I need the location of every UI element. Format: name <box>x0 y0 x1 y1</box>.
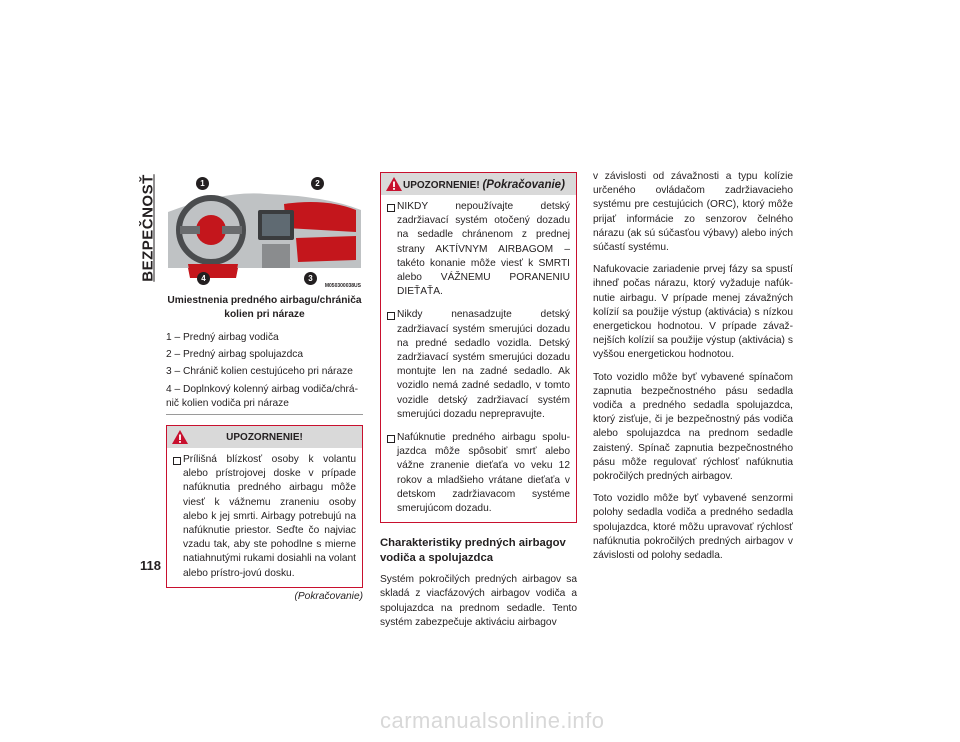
checkbox-bullet-icon <box>173 457 181 465</box>
callout-3: 3 <box>304 272 317 285</box>
watermark[interactable]: carmanualsonline.info <box>380 708 605 733</box>
callout-4: 4 <box>197 272 210 285</box>
column-1 <box>166 172 363 604</box>
passenger-knee-area <box>296 236 356 262</box>
warning-box <box>166 425 363 588</box>
section-tab <box>137 170 159 285</box>
warning-title: UPOZORNENIE! (Pokračovanie) <box>403 179 565 191</box>
warning-bullet: Nikdy nenasadzujte detský zadržiavací systém smerujúci dozadu na predné sedadlo vozidla. Detský zadržiavací systém smerujúci dozadu montujte len na zadné sedadlo. Ak vozidlo nemá zadné sedadlo, v tomto vozidle detský zadržiavací systém smerujúci dozadu neprepravujte. <box>387 308 570 422</box>
warning-bullet: NIKDY nepoužívajte detský zadržiavací systém otočený dozadu na sedadle chránenom z prednej strany AKTÍVNYM AIRBAGOM – takéto konanie môže viesť k SMRTI alebo VÁŽNEMU PORANENIU DIEŤAŤA. <box>387 200 570 299</box>
warning-bullet: Nafúknutie predného airbagu spolu-jazdca môže spôsobiť smrť alebo vážne zranenie dieťaťa vo veku 12 rokov a mladšieho vrátane dieťaťa v detskom zadržiavacom systéme smerujúcom dozadu. <box>387 431 570 516</box>
figure-legend <box>166 331 363 411</box>
warning-bullet: Prílišná blízkosť osoby k volantu alebo prístrojovej doske v prípade nafúknutia predného airbagu môže viesť k vážnemu zraneniu osoby alebo k jej smrti. Airbagy potrebujú na nafúknutie priestor. Seďte čo najviac vzadu tak, aby ste pohodlne s mierne natiahnutými rukami dosiahli na volant alebo prístro-jovú dosku. <box>173 453 356 581</box>
warning-title: UPOZORNENIE! <box>226 432 303 444</box>
legend-item: 3 – Chránič kolien cestujúceho pri náraze <box>166 366 353 378</box>
legend-item: 2 – Predný airbag spolujazdca <box>166 349 304 361</box>
checkbox-bullet-icon <box>387 435 395 443</box>
passenger-airbag-area <box>284 202 356 232</box>
driver-airbag-area <box>196 215 226 245</box>
body-paragraph: Systém pokročilých predných airbagov sa skladá z viacfázových airbagov vodiča a spolujazdca na prednom sedadle. Tento systém zabezpečuje aktiváciu airbagov <box>380 574 577 628</box>
section-heading: Charakteristiky predných airbagov vodiča a spolujazdca <box>380 537 566 564</box>
legend-item: 4 – Doplnkový kolenný airbag vodiča/chrá-nič kolien vodiča pri náraze <box>166 383 358 409</box>
page-number: 118 <box>140 558 161 573</box>
airbag-figure <box>166 172 363 289</box>
body-paragraph: Nafukovacie zariadenie prvej fázy sa spustí ihneď počas nárazu, ktorý vyžaduje nafúk-nutie airbagu. V prípade menej závažných kolízií sa použije výstup (aktivácia) s nízkou energetickou hodnotou. V prípade závaž-nejších kolízií sa použije výstup (aktivácia) s vyššou energetickou hodnotou. <box>593 264 793 361</box>
dashboard-illustration <box>166 172 363 289</box>
body-paragraph: Toto vozidlo môže byť vybavené spínačom zapnutia bezpečnostného pásu sedadla vodiča a predného sedadla spolujazdca, ktorý zisťuje, či je bezpečnostný pás vodiča alebo spolujazdca na prednom sedadle zaistený. Spínač zapnutia bezpečnostného pásu môže regulovať rýchlosť nafúknutia pokročilých predných airbagov. <box>593 371 793 483</box>
body-paragraph: Toto vozidlo môže byť vybavené senzormi polohy sedadla vodiča a predného sedadla spolujazdca, ktoré môžu upravovať rýchlosť nafúknutia pokročilých predných airbagov v závislosti od polohy sedadla. <box>593 493 793 562</box>
callout-1: 1 <box>196 177 209 190</box>
warning-box-continued <box>380 172 577 523</box>
checkbox-bullet-icon <box>387 204 395 212</box>
divider <box>166 414 363 415</box>
figure-caption: Umiestnenia predného airbagu/chrániča kolien pri náraze <box>167 295 362 320</box>
body-paragraph: v závislosti od závažnosti a typu kolízie určeného ovládačom zadržiavacieho systému pre cestujúcich (ORC), ktorý môže prijať informácie zo senzorov čelného nárazu (ak sú súčasťou výbavy) alebo iných súčastí systému. <box>593 171 793 254</box>
warning-header <box>381 173 576 195</box>
warning-triangle-icon <box>385 176 403 192</box>
continued-note: (Pokračovanie) <box>294 590 363 602</box>
section-title: BEZPEČNOSŤ <box>139 173 157 282</box>
checkbox-bullet-icon <box>387 312 395 320</box>
warning-header <box>167 426 362 448</box>
column-3 <box>593 170 793 571</box>
legend-item: 1 – Predný airbag vodiča <box>166 332 279 343</box>
column-2 <box>380 172 577 638</box>
callout-2: 2 <box>311 177 324 190</box>
image-code: M050300038US <box>324 283 361 289</box>
